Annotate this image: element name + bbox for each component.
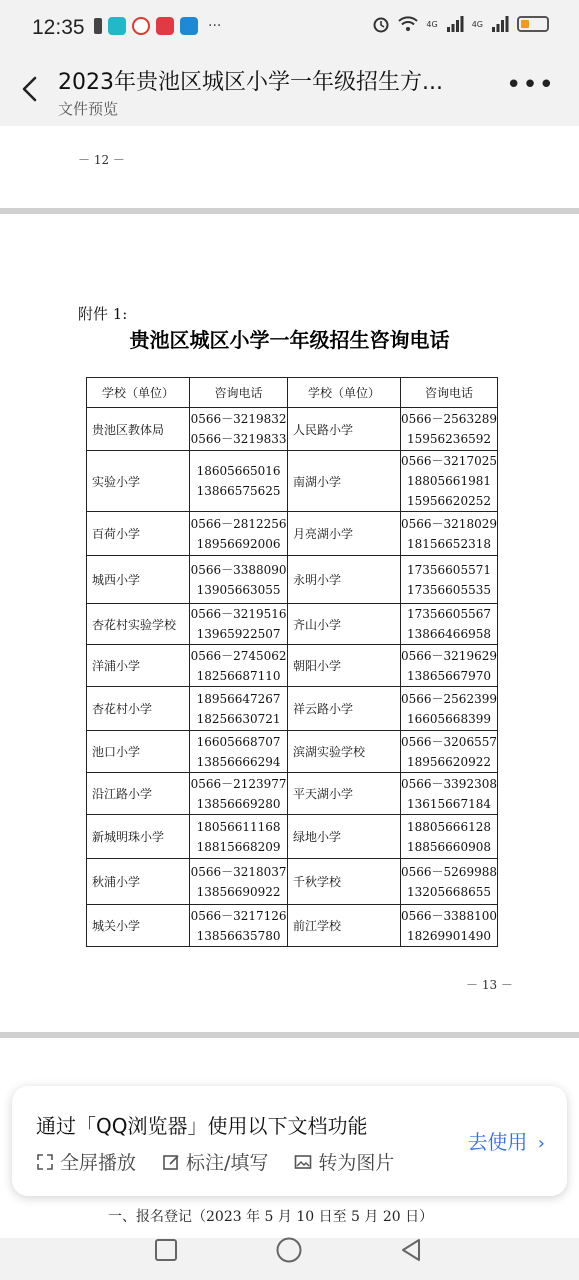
school-name-cell: 平天湖小学	[288, 773, 401, 815]
school-name-cell: 新城明珠小学	[87, 815, 190, 859]
phone-number[interactable]: 18156652318	[407, 536, 491, 551]
phone-number[interactable]: 0566－5269988	[401, 864, 497, 879]
phone-number[interactable]: 17356605567	[407, 607, 491, 621]
phone-number[interactable]: 0566－3392308	[401, 776, 497, 791]
table-row	[87, 408, 498, 451]
fullscreen-icon	[36, 1153, 54, 1171]
school-name-cell: 洋浦小学	[87, 645, 190, 687]
heart-app-icon	[156, 17, 174, 35]
document-title: 2023年贵池区城区小学一年级招生方...	[58, 70, 443, 95]
school-name-cell: 人民路小学	[288, 408, 401, 451]
page-number: － 12 －	[78, 153, 125, 167]
phone-number[interactable]: 15956620252	[407, 494, 491, 508]
table-row	[87, 687, 498, 731]
table-row	[87, 604, 498, 645]
phone-number[interactable]: 18269901490	[407, 928, 491, 943]
column-header: 咨询电话	[190, 378, 288, 408]
document-page	[0, 126, 579, 208]
phone-number[interactable]: 0566－3218029	[401, 516, 497, 531]
feature-label: 全屏播放	[60, 1152, 137, 1174]
banner-features	[36, 1148, 394, 1175]
image-icon	[294, 1153, 312, 1171]
table-row	[87, 731, 498, 773]
school-name-cell: 滨湖实验学校	[288, 731, 401, 773]
phone-number[interactable]: 0566－3218037	[190, 864, 287, 879]
more-notifications-icon: ···	[208, 18, 222, 34]
section-heading: 一、报名登记（2023 年 5 月 10 日至 5 月 20 日）	[108, 1209, 434, 1225]
phone-cell	[190, 815, 288, 859]
phone-cell	[401, 687, 498, 731]
signal-icon	[446, 16, 464, 32]
phone-number[interactable]: 0566－3217025	[401, 454, 497, 468]
phone-number[interactable]: 13856669280	[196, 796, 281, 811]
phone-number[interactable]: 18805666128	[407, 819, 491, 834]
school-name-cell: 祥云路小学	[288, 687, 401, 731]
signal-icon	[491, 16, 509, 32]
phone-number[interactable]: 0566－3219516	[190, 607, 287, 621]
phone-cell	[401, 512, 498, 556]
clock: 12:35	[32, 16, 85, 39]
school-name-cell: 永明小学	[288, 556, 401, 604]
notification-icons	[94, 17, 221, 35]
school-name-cell: 百荷小学	[87, 512, 190, 556]
school-name-cell: 贵池区教体局	[87, 408, 190, 451]
table-header-row	[87, 378, 498, 408]
phone-cell	[401, 815, 498, 859]
school-name-cell: 月亮湖小学	[288, 512, 401, 556]
phone-number[interactable]: 18956647267	[196, 691, 281, 706]
school-name-cell: 齐山小学	[288, 604, 401, 645]
table-row	[87, 815, 498, 859]
back-arrow-icon[interactable]	[16, 74, 46, 104]
phone-cell	[401, 731, 498, 773]
document-page	[0, 214, 579, 1032]
school-name-cell: 绿地小学	[288, 815, 401, 859]
document-subtitle: 文件预览	[58, 100, 119, 118]
column-header: 学校（单位）	[87, 378, 190, 408]
phone-number[interactable]: 17356605535	[407, 582, 491, 597]
table-row	[87, 905, 498, 947]
phone-number[interactable]: 0566－3219832	[190, 412, 287, 426]
home-app-icon	[108, 17, 126, 35]
phone-number[interactable]: 13856635780	[196, 928, 281, 943]
more-options-button[interactable]: •••	[505, 70, 555, 100]
phone-number[interactable]: 0566－2563289	[401, 412, 497, 426]
phone-cell	[190, 408, 288, 451]
phone-cell	[401, 556, 498, 604]
wifi-icon	[398, 16, 418, 32]
phone-number[interactable]: 18256687110	[196, 668, 281, 683]
go-use-label: 去使用	[467, 1130, 528, 1154]
phone-number[interactable]: 13615667184	[407, 796, 491, 811]
phone-number[interactable]: 0566－3219629	[401, 648, 497, 663]
phone-number[interactable]: 17356605571	[407, 562, 491, 577]
phone-number[interactable]: 18805661981	[407, 474, 491, 488]
phone-cell	[401, 408, 498, 451]
phone-number[interactable]: 18815668209	[196, 839, 281, 854]
contact-table	[86, 377, 498, 947]
column-header: 咨询电话	[401, 378, 498, 408]
home-button[interactable]	[276, 1237, 302, 1263]
battery-icon	[517, 16, 549, 32]
sim-icon	[94, 18, 102, 34]
phone-cell	[190, 905, 288, 947]
system-icons	[372, 15, 549, 33]
phone-cell	[401, 859, 498, 905]
phone-number[interactable]: 13866575625	[196, 484, 281, 498]
attachment-label: 附件 1:	[78, 305, 128, 323]
phone-number[interactable]: 0566－2745062	[190, 648, 287, 663]
phone-cell	[190, 512, 288, 556]
page-number: － 13 －	[466, 978, 513, 992]
phone-number[interactable]: 0566－3388090	[190, 562, 287, 577]
phone-cell	[401, 604, 498, 645]
phone-cell	[401, 905, 498, 947]
feature-fullscreen[interactable]	[36, 1148, 136, 1175]
phone-number[interactable]: 0566－3219833	[190, 432, 287, 446]
school-name-cell: 实验小学	[87, 451, 190, 512]
phone-cell	[190, 773, 288, 815]
table-row	[87, 773, 498, 815]
phone-cell	[401, 773, 498, 815]
phone-number[interactable]: 13965922507	[196, 627, 281, 641]
phone-number[interactable]: 0566－2123977	[190, 776, 287, 791]
recent-apps-button[interactable]	[154, 1238, 178, 1262]
phone-cell	[190, 604, 288, 645]
phone-number[interactable]: 0566－2562399	[401, 691, 497, 706]
phone-number[interactable]: 16605668399	[407, 711, 491, 726]
flag-app-icon	[180, 17, 198, 35]
phone-number[interactable]: 18256630721	[196, 711, 281, 726]
phone-number[interactable]: 0566－3388100	[401, 908, 497, 923]
alarm-icon	[372, 15, 390, 33]
feature-to-image[interactable]	[294, 1148, 394, 1175]
feature-label: 标注/填写	[186, 1152, 269, 1174]
phone-cell	[190, 859, 288, 905]
phone-number[interactable]: 13856690922	[196, 884, 281, 899]
school-name-cell: 杏花村小学	[87, 687, 190, 731]
system-nav-bar	[0, 1238, 579, 1280]
phone-cell	[190, 645, 288, 687]
phone-number[interactable]: 18605665016	[196, 464, 281, 478]
feature-annotate[interactable]	[162, 1148, 268, 1175]
school-name-cell: 城西小学	[87, 556, 190, 604]
phone-number[interactable]: 13866466958	[407, 627, 491, 641]
column-header: 学校（单位）	[288, 378, 401, 408]
table-row	[87, 556, 498, 604]
network-type-label: 4G	[426, 19, 438, 29]
phone-number[interactable]: 18956620922	[407, 754, 491, 769]
school-name-cell: 朝阳小学	[288, 645, 401, 687]
school-name-cell: 杏花村实验学校	[87, 604, 190, 645]
phone-cell	[190, 687, 288, 731]
status-bar	[0, 0, 579, 56]
school-name-cell: 城关小学	[87, 905, 190, 947]
phone-number[interactable]: 0566－3206557	[401, 734, 497, 749]
phone-number[interactable]: 18056611168	[196, 819, 281, 834]
school-name-cell: 南湖小学	[288, 451, 401, 512]
qq-browser-banner[interactable]	[12, 1086, 567, 1196]
go-use-button[interactable]	[467, 1126, 545, 1155]
school-name-cell: 秋浦小学	[87, 859, 190, 905]
phone-cell	[190, 731, 288, 773]
phone-number[interactable]: 13865667970	[407, 668, 491, 683]
banner-title: 通过「QQ浏览器」使用以下文档功能	[36, 1114, 368, 1138]
chevron-right-icon: ›	[537, 1133, 545, 1154]
phone-number[interactable]: 15956236592	[407, 432, 491, 446]
phone-cell	[190, 451, 288, 512]
back-button[interactable]	[399, 1238, 423, 1262]
phone-cell	[190, 556, 288, 604]
school-name-cell: 沿江路小学	[87, 773, 190, 815]
weibo-icon	[132, 17, 150, 35]
phone-cell	[401, 451, 498, 512]
phone-number[interactable]: 16605668707	[196, 734, 281, 749]
phone-number[interactable]: 18956692006	[196, 536, 281, 551]
edit-icon	[162, 1153, 180, 1171]
phone-number[interactable]: 13205668655	[407, 884, 491, 899]
feature-label: 转为图片	[318, 1152, 395, 1174]
phone-number[interactable]: 18856660908	[407, 839, 491, 854]
app-header	[0, 56, 579, 126]
phone-number[interactable]: 0566－3217126	[190, 908, 287, 923]
table-row	[87, 512, 498, 556]
table-row	[87, 645, 498, 687]
phone-cell	[401, 645, 498, 687]
phone-number[interactable]: 13905663055	[196, 582, 281, 597]
school-name-cell: 前江学校	[288, 905, 401, 947]
table-row	[87, 451, 498, 512]
school-name-cell: 池口小学	[87, 731, 190, 773]
table-row	[87, 859, 498, 905]
school-name-cell: 千秋学校	[288, 859, 401, 905]
network-type-label: 4G	[471, 19, 483, 29]
table-title: 贵池区城区小学一年级招生咨询电话	[129, 328, 450, 352]
phone-number[interactable]: 13856666294	[196, 754, 281, 769]
phone-number[interactable]: 0566－2812256	[190, 516, 287, 531]
